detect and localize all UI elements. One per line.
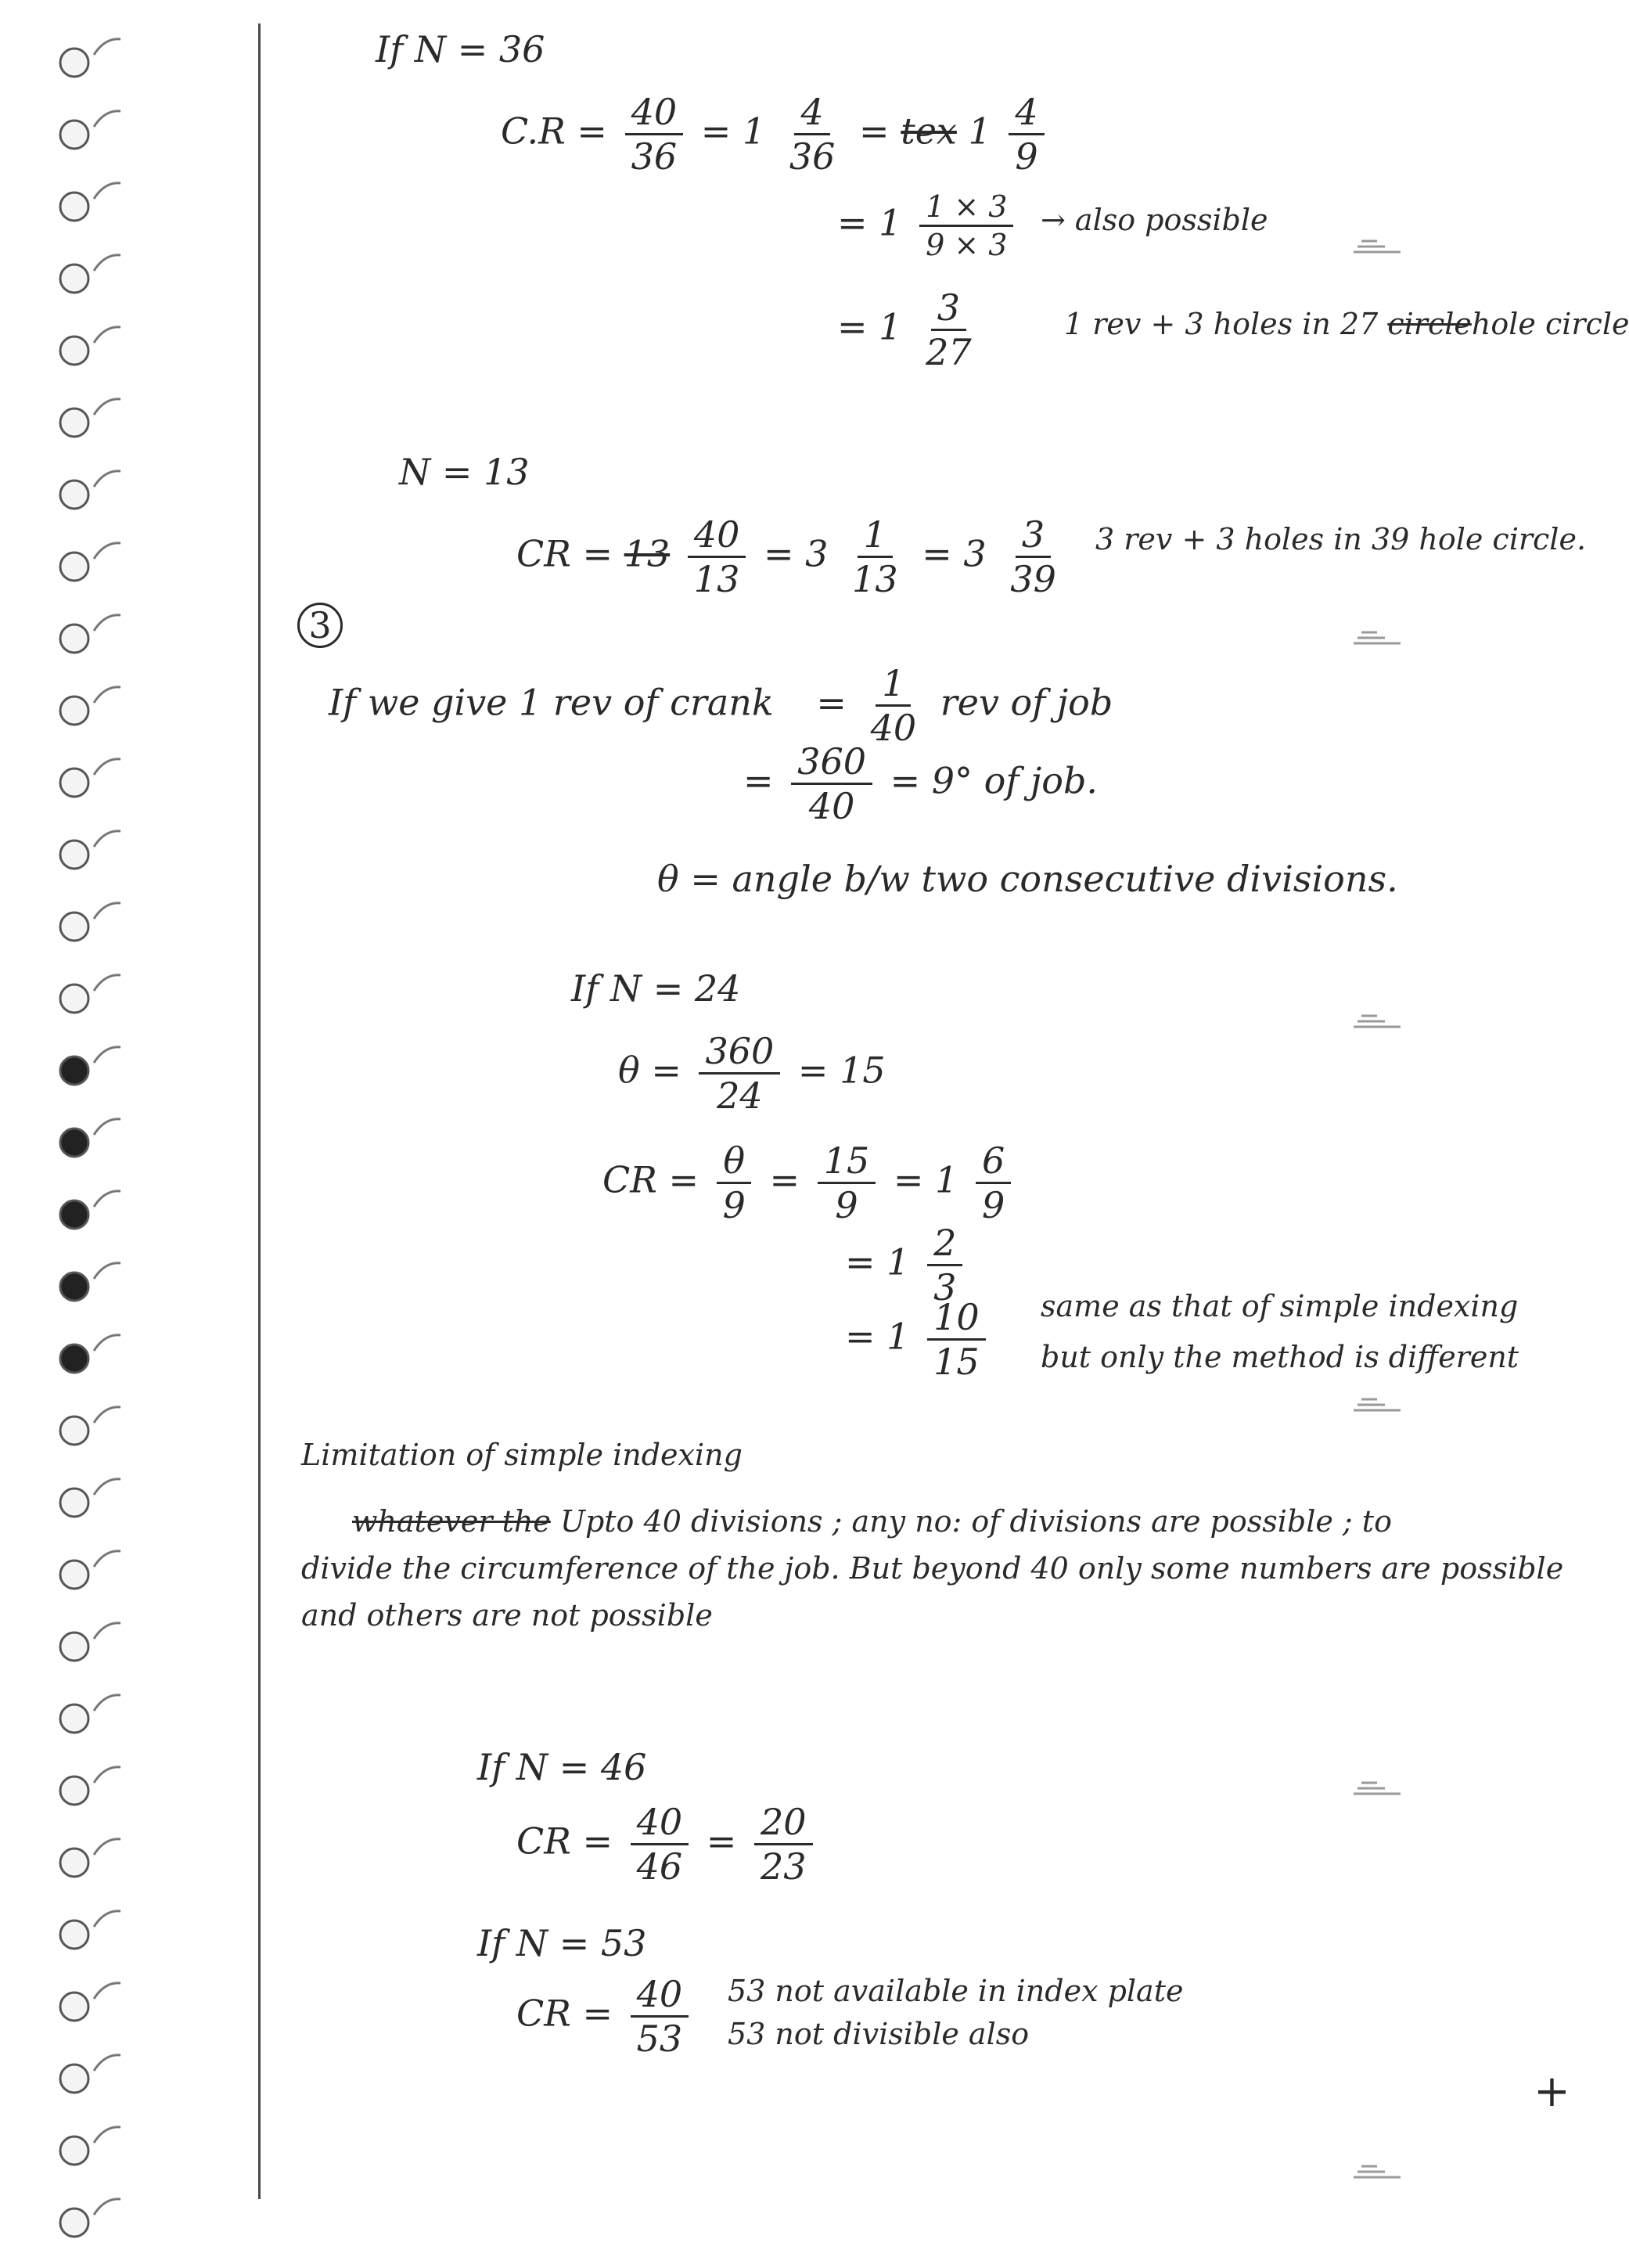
spiral-wire	[94, 1119, 120, 1135]
binding-hole	[60, 841, 88, 869]
fraction: $\frac{4}{36}$	[789, 91, 836, 178]
margin-rule	[258, 23, 261, 2199]
spiral-wire	[94, 1839, 120, 1855]
binding-hole	[60, 769, 88, 797]
scan-speck	[1354, 235, 1408, 258]
spiral-wire	[94, 39, 120, 55]
scan-speck	[1354, 1010, 1408, 1033]
binding-hole	[60, 1993, 88, 2021]
struck-text: tex	[901, 110, 957, 153]
binding-hole	[60, 985, 88, 1013]
spiral-wire	[94, 1335, 120, 1351]
fraction: $\frac{1 \times 3}{9 \times 3}$	[919, 192, 1013, 260]
binding-hole	[60, 1057, 88, 1085]
fraction: $\frac{360}{24}$	[699, 1033, 780, 1114]
binding-hole	[60, 337, 88, 365]
spiral-wire	[94, 2127, 120, 2143]
note-53-not-available: 53 not available in index plate	[728, 1974, 1184, 2008]
spiral-wire	[94, 1767, 120, 1783]
heading-n13: N = 13	[399, 451, 530, 493]
cr-n36-line3: = 1 $\frac{3}{27}$	[837, 290, 984, 370]
binding-hole	[60, 1489, 88, 1517]
spiral-wire	[94, 975, 120, 991]
fraction: $\frac{1}{13}$	[852, 513, 898, 600]
fraction: $\frac{40}{13}$	[688, 517, 746, 597]
cr-n36-line2: = 1 $\frac{1 \times 3}{9 \times 3}$	[837, 192, 1019, 260]
cr-n13-line: CR = 13 $\frac{40}{13}$ = 3 $\frac{1}{13}$ = 3 $\frac{3}{39}$	[516, 517, 1069, 597]
binding-hole	[60, 409, 88, 437]
binding-hole	[60, 553, 88, 581]
fraction: $\frac{20}{23}$	[754, 1804, 813, 1885]
limitation-line1: whatever the Upto 40 divisions ; any no: of divisions are possible ; to	[352, 1504, 1392, 1539]
rev-of-crank-line: If we give 1 rev of crank = $\frac{1}{40}$ rev of job	[329, 662, 1113, 749]
fraction: $\frac{\theta}{9}$	[717, 1143, 752, 1223]
spiral-wire	[94, 1695, 120, 1711]
binding-hole	[60, 121, 88, 149]
binding-holes	[0, 0, 156, 2268]
spiral-wire	[94, 1047, 120, 1063]
fraction: $\frac{40}{36}$	[625, 94, 684, 175]
binding-hole	[60, 1417, 88, 1445]
spiral-wire	[94, 2055, 120, 2071]
fraction: $\frac{360}{40}$	[791, 743, 872, 824]
limitation-line2: divide the circumference of the job. But beyond 40 only some numbers are possible	[301, 1551, 1564, 1586]
note-27-hole-circle: 1 rev + 3 holes in 27 circlehole circle	[1064, 307, 1629, 341]
spiral-wire	[94, 2199, 120, 2215]
limitation-title: Limitation of simple indexing	[301, 1438, 743, 1472]
note-same-as-simple: same as that of simple indexing	[1041, 1289, 1519, 1323]
spiral-wire	[94, 1983, 120, 1999]
binding-hole	[60, 625, 88, 653]
binding-hole	[60, 265, 88, 293]
binding-hole	[60, 1201, 88, 1229]
fraction: $\frac{3}{39}$	[1010, 513, 1056, 600]
binding-hole	[60, 481, 88, 509]
spiral-wire	[94, 183, 120, 199]
spiral-wire	[94, 543, 120, 559]
cr-n36-line: C.R = $\frac{40}{36}$ = 1 $\frac{4}{36}$ = tex 1 $\frac{4}{9}$	[501, 94, 1051, 175]
note-39-hole-circle: 3 rev + 3 holes in 39 hole circle.	[1095, 522, 1587, 556]
binding-hole	[60, 1849, 88, 1877]
scan-speck	[1354, 626, 1408, 650]
spiral-wire	[94, 831, 120, 847]
binding-hole	[60, 1777, 88, 1805]
binding-hole	[60, 1345, 88, 1373]
spiral-wire	[94, 687, 120, 703]
binding-hole	[60, 697, 88, 725]
cr-n46-line: CR = $\frac{40}{46}$ = $\frac{20}{23}$	[516, 1804, 819, 1885]
heading-n24: If N = 24	[571, 967, 741, 1010]
binding-hole	[60, 193, 88, 221]
spiral-wire	[94, 111, 120, 127]
binding-hole	[60, 1633, 88, 1661]
corner-mark: +	[1534, 2066, 1570, 2117]
limitation-line3: and others are not possible	[301, 1598, 713, 1633]
spiral-wire	[94, 903, 120, 919]
fraction: $\frac{40}{46}$	[631, 1804, 689, 1885]
note-method-different: but only the method is different	[1041, 1340, 1519, 1374]
binding-hole	[60, 1705, 88, 1733]
spiral-wire	[94, 1263, 120, 1279]
fraction: $\frac{1}{40}$	[870, 662, 917, 749]
spiral-wire	[94, 1911, 120, 1927]
spiral-wire	[94, 759, 120, 775]
scan-speck	[1354, 1777, 1408, 1800]
binding-hole	[60, 1921, 88, 1949]
fraction: $\frac{6}{9}$	[976, 1143, 1011, 1223]
note-53-not-divisible: 53 not divisible also	[728, 2017, 1030, 2051]
spiral-wire	[94, 399, 120, 415]
fraction: $\frac{10}{15}$	[927, 1299, 986, 1380]
scan-speck	[1354, 2160, 1408, 2183]
binding-hole	[60, 1273, 88, 1301]
cr-n24-line2: = 1 $\frac{2}{3}$	[845, 1225, 969, 1305]
heading-n36: If N = 36	[376, 28, 545, 70]
spiral-wire	[94, 255, 120, 271]
fraction: $\frac{3}{27}$	[926, 286, 972, 373]
binding-hole	[60, 2209, 88, 2237]
fraction: $\frac{2}{3}$	[927, 1225, 962, 1305]
fraction: $\frac{4}{9}$	[1009, 94, 1044, 175]
spiral-wire	[94, 471, 120, 487]
cr-n53-line: CR = $\frac{40}{53}$	[516, 1976, 695, 2057]
fraction: $\frac{15}{9}$	[818, 1143, 876, 1223]
theta-definition: θ = angle b/w two consecutive divisions.	[657, 858, 1398, 900]
spiral-wire	[94, 1551, 120, 1567]
spiral-wire	[94, 615, 120, 631]
binding-hole	[60, 913, 88, 941]
fraction: $\frac{40}{53}$	[631, 1976, 689, 2057]
cr-n24-line3: = 1 $\frac{10}{15}$	[845, 1299, 992, 1380]
scan-speck	[1354, 1393, 1408, 1417]
cr-label: C.R =	[501, 110, 607, 153]
cr-n24-line: CR = $\frac{\theta}{9}$ = $\frac{15}{9}$ = 1 $\frac{6}{9}$	[602, 1143, 1017, 1223]
binding-hole	[60, 2137, 88, 2165]
binding-hole	[60, 2065, 88, 2093]
spiral-wire	[94, 1479, 120, 1495]
spiral-wire	[94, 1191, 120, 1207]
binding-hole	[60, 1561, 88, 1589]
theta-n24-line: θ = $\frac{360}{24}$ = 15	[618, 1030, 886, 1117]
item-number-3: 3	[297, 603, 343, 648]
degree-of-job-line: = $\frac{360}{40}$ = 9° of job.	[743, 740, 1099, 827]
spiral-wire	[94, 327, 120, 343]
note-also-possible: → also possible	[1041, 203, 1268, 237]
spiral-wire	[94, 1623, 120, 1639]
binding-hole	[60, 49, 88, 77]
struck-text: 13	[624, 532, 671, 575]
heading-n53: If N = 53	[477, 1922, 647, 1964]
binding-hole	[60, 1129, 88, 1157]
heading-n46: If N = 46	[477, 1746, 647, 1788]
spiral-wire	[94, 1407, 120, 1423]
